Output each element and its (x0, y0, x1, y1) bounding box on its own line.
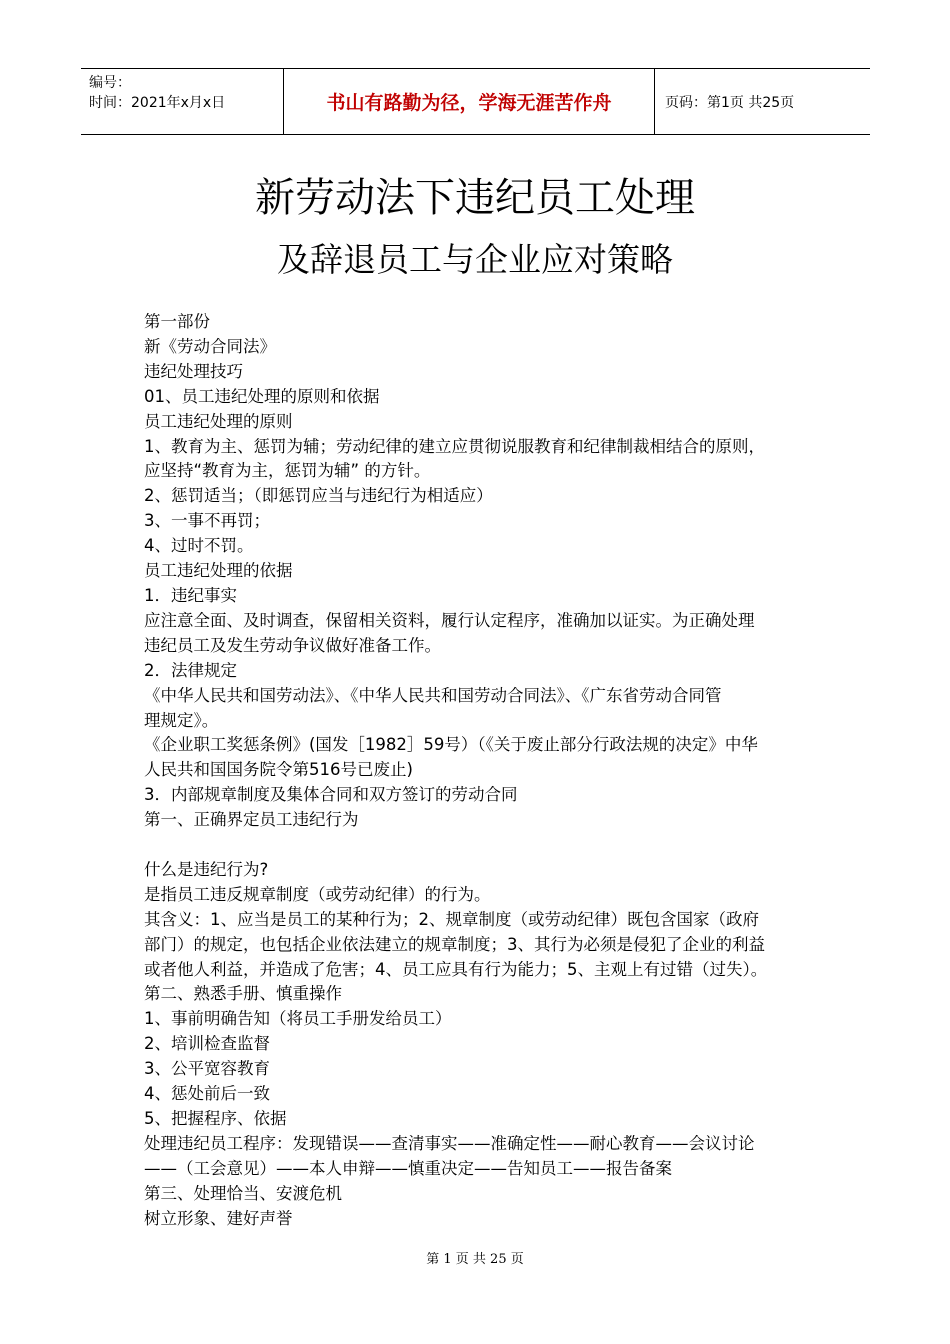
header-motto: 书山有路勤为径，学海无涯苦作舟 (283, 69, 655, 134)
body-line: 3、一事不再罚； (144, 511, 270, 531)
body-line: 或者他人利益，并造成了危害；4、员工应具有行为能力；5、主观上有过错（过失）。 (144, 959, 768, 979)
body-line: 其含义：1、应当是员工的某种行为；2、规章制度（或劳动纪律）既包含国家（政府 (144, 909, 759, 929)
page-header (81, 68, 870, 135)
body-line: 理规定》。 (144, 710, 219, 730)
body-line: 违纪处理技巧 (144, 361, 243, 381)
body-text (144, 310, 824, 1232)
body-line: 5、把握程序、依据 (144, 1108, 287, 1128)
body-line: 第二、熟悉手册、慎重操作 (144, 984, 342, 1004)
body-line: 2、培训检查监督 (144, 1034, 270, 1054)
body-line (144, 833, 824, 858)
body-line: 2．法律规定 (144, 660, 237, 680)
body-line: 什么是违纪行为? (144, 859, 269, 879)
document-subtitle: 及辞退员工与企业应对策略 (277, 240, 673, 279)
document-title: 新劳动法下违纪员工处理 (255, 175, 695, 221)
body-line: 处理违纪员工程序：发现错误——查清事实——准确定性——耐心教育——会议讨论 (144, 1133, 755, 1153)
body-line: 1．违纪事实 (144, 585, 237, 605)
body-line: 员工违纪处理的依据 (144, 561, 293, 581)
body-line: 树立形象、建好声誉 (144, 1208, 293, 1228)
header-page-info: 页码：第1页 共25页 (665, 94, 795, 111)
body-line: 违纪员工及发生劳动争议做好准备工作。 (144, 635, 441, 655)
body-line: 是指员工违反规章制度（或劳动纪律）的行为。 (144, 884, 491, 904)
body-line: 第三、处理恰当、安渡危机 (144, 1183, 342, 1203)
body-line: 3．内部规章制度及集体合同和双方签订的劳动合同 (144, 785, 518, 805)
body-line: 3、公平宽容教育 (144, 1059, 270, 1079)
body-line: 员工违纪处理的原则 (144, 411, 293, 431)
body-line: 1、教育为主、惩罚为辅；劳动纪律的建立应贯彻说服教育和纪律制裁相结合的原则， (144, 436, 765, 456)
body-line: 《企业职工奖惩条例》(国发［1982］59号）（《关于废止部分行政法规的决定》中华 (144, 735, 758, 755)
body-line: 部门）的规定，也包括企业依法建立的规章制度；3、其行为必须是侵犯了企业的利益 (144, 934, 765, 954)
body-line: 01、员工违纪处理的原则和依据 (144, 386, 380, 406)
number-label: 编号： (89, 75, 131, 91)
body-line: 4、过时不罚。 (144, 536, 254, 556)
time-label: 时间：2021年x月x日 (89, 95, 226, 111)
body-line: 第一、正确界定员工违纪行为 (144, 810, 359, 830)
body-line: 1、事前明确告知（将员工手册发给员工） (144, 1009, 452, 1029)
body-line: 应坚持“教育为主，惩罚为辅” 的方针。 (144, 461, 431, 481)
body-line: ——（工会意见）——本人申辩——慎重决定——告知员工——报告备案 (144, 1158, 672, 1178)
body-line: 第一部份 (144, 312, 210, 331)
body-line: 人民共和国国务院令第516号已废止) (144, 760, 413, 780)
body-line: 2、惩罚适当；（即惩罚应当与违纪行为相适应） (144, 486, 493, 506)
body-line: 新《劳动合同法》 (144, 336, 276, 356)
body-line: 4、惩处前后一致 (144, 1084, 270, 1104)
page-footer: 第 1 页 共 25 页 (426, 1252, 524, 1267)
header-meta (81, 69, 283, 134)
body-line: 应注意全面、及时调查，保留相关资料，履行认定程序，准确加以证实。为正确处理 (144, 610, 755, 630)
body-line: 《中华人民共和国劳动法》、《中华人民共和国劳动合同法》、《广东省劳动合同管 (144, 685, 722, 705)
